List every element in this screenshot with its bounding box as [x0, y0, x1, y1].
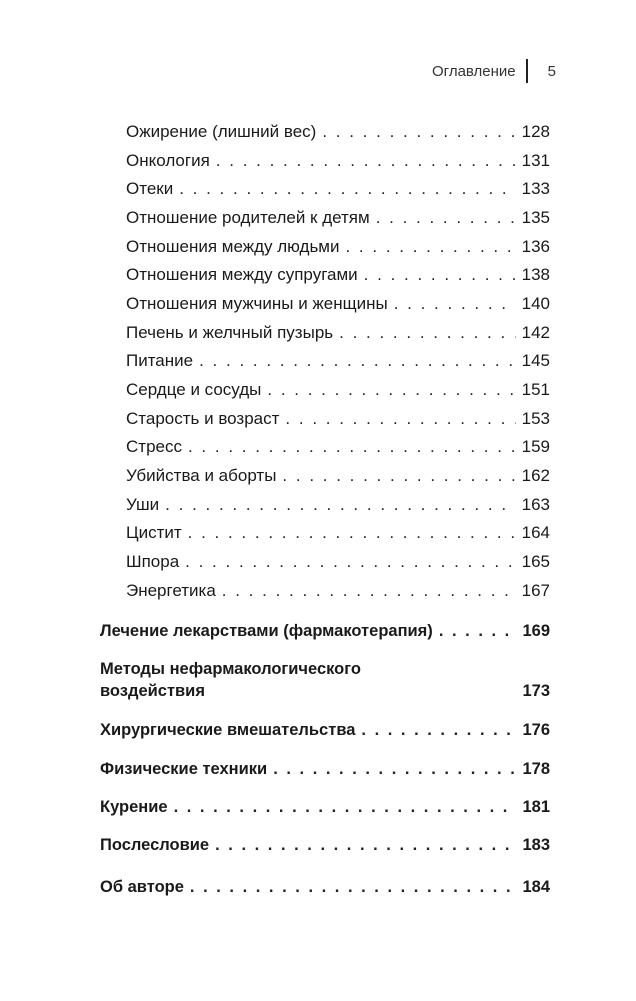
- toc-entry[interactable]: [126, 522, 550, 544]
- running-header: [432, 60, 556, 82]
- toc-leader-dots: [199, 350, 516, 372]
- toc-entry-page: 165: [521, 552, 550, 571]
- toc-entry[interactable]: [126, 379, 550, 401]
- toc-leader-dots: [267, 379, 515, 401]
- toc-leader-dots: [364, 264, 516, 286]
- toc-entry-page: 151: [521, 380, 550, 399]
- toc-chapter-label-line2: воздействия: [100, 682, 205, 700]
- toc-entry[interactable]: [126, 350, 550, 372]
- toc-entry-label: Старость и возраст: [126, 409, 280, 428]
- toc-entry[interactable]: [126, 551, 550, 573]
- toc-chapter-page: 169: [522, 622, 550, 640]
- toc-leader-dots: [185, 551, 515, 573]
- toc-entry-label: Онкология: [126, 151, 210, 170]
- toc-chapter-page: 178: [522, 760, 550, 778]
- toc-chapter-label: Курение: [100, 798, 168, 816]
- toc-leader-dots: [179, 178, 515, 200]
- toc-chapter-page: 173: [522, 682, 550, 700]
- toc-entry-label: Ожирение (лишний вес): [126, 122, 317, 141]
- toc-entry-label: Отношения между людьми: [126, 237, 340, 256]
- header-divider: [526, 59, 528, 83]
- toc-entry-page: 163: [521, 495, 550, 514]
- toc-entry-label: Питание: [126, 351, 194, 370]
- toc-entry-page: 164: [521, 523, 550, 542]
- toc-chapter-entry[interactable]: [100, 758, 550, 780]
- toc-leader-dots: [174, 796, 517, 818]
- toc-leader-dots: [285, 408, 515, 430]
- toc-entry-label: Уши: [126, 495, 160, 514]
- toc-entry-label: Сердце и сосуды: [126, 380, 262, 399]
- toc-chapter-entry[interactable]: [100, 876, 550, 898]
- toc-entry-label: Шпора: [126, 552, 180, 571]
- toc-entry-page: 138: [521, 265, 550, 284]
- toc-entry-page: 133: [521, 179, 550, 198]
- toc-leader-dots: [216, 150, 516, 172]
- toc-leader-dots: [190, 876, 517, 898]
- toc-entry-page: 140: [521, 294, 550, 313]
- toc-entry[interactable]: [126, 121, 550, 143]
- toc-entry-label: Отношение родителей к детям: [126, 208, 370, 227]
- toc-chapter-page: 183: [522, 836, 550, 854]
- toc-entry-page: 159: [521, 437, 550, 456]
- toc-entry[interactable]: [126, 178, 550, 200]
- toc-entry-label: Отношения между супругами: [126, 265, 358, 284]
- toc-entry[interactable]: [126, 264, 550, 286]
- toc-entry-label: Печень и желчный пузырь: [126, 323, 334, 342]
- toc-entry-label: Энергетика: [126, 581, 216, 600]
- toc-leader-dots: [273, 758, 516, 780]
- toc-entry[interactable]: [126, 465, 550, 487]
- toc-leader-dots: [394, 293, 516, 315]
- toc-entry[interactable]: [126, 408, 550, 430]
- toc-entry[interactable]: [126, 207, 550, 229]
- toc-entry-page: 145: [521, 351, 550, 370]
- page-number: 5: [547, 62, 556, 80]
- toc-entry[interactable]: [126, 236, 550, 258]
- toc-entry[interactable]: [126, 293, 550, 315]
- toc-entry-page: 162: [521, 466, 550, 485]
- toc-chapter-entry[interactable]: [100, 719, 550, 741]
- toc-leader-dots: [222, 580, 516, 602]
- toc-entry-label: Отеки: [126, 179, 174, 198]
- toc-leader-dots: [345, 236, 515, 258]
- toc-leader-dots: [339, 322, 515, 344]
- toc-leader-dots: [322, 121, 515, 143]
- toc-entry-page: 128: [521, 122, 550, 141]
- toc-chapter-label: Об авторе: [100, 878, 184, 896]
- toc-chapter-label: Физические техники: [100, 760, 268, 778]
- toc-chapter-label: Лечение лекарствами (фармакотерапия): [100, 622, 433, 640]
- toc-leader-dots: [188, 522, 516, 544]
- toc-entry-label: Убийства и аборты: [126, 466, 277, 485]
- toc-entry-label: Стресс: [126, 437, 182, 456]
- toc-chapter-label: Послесловие: [100, 836, 210, 854]
- toc-entry-page: 167: [521, 581, 550, 600]
- toc-leader-dots: [188, 436, 516, 458]
- toc-entry-page: 131: [521, 151, 550, 170]
- toc-chapter-page: 176: [522, 721, 550, 739]
- toc-leader-dots: [215, 834, 516, 856]
- toc-entry[interactable]: [126, 150, 550, 172]
- toc-entry-page: 142: [521, 323, 550, 342]
- toc-entry-label: Отношения мужчины и женщины: [126, 294, 388, 313]
- toc-chapter-entry[interactable]: [100, 620, 550, 642]
- toc-leader-dots: [165, 494, 515, 516]
- toc-chapter-entry[interactable]: [100, 796, 550, 818]
- toc-leader-dots: [439, 620, 517, 642]
- toc-entry-page: 153: [521, 409, 550, 428]
- toc-entry[interactable]: [126, 436, 550, 458]
- toc-leader-dots: [282, 465, 515, 487]
- toc-chapter-entry[interactable]: [100, 834, 550, 856]
- toc-entry[interactable]: [126, 580, 550, 602]
- toc-entry[interactable]: [126, 494, 550, 516]
- section-title: Оглавление: [432, 62, 516, 80]
- toc-entry-page: 136: [521, 237, 550, 256]
- toc-entry-page: 135: [521, 208, 550, 227]
- toc-leader-dots: [376, 207, 516, 229]
- toc-entry[interactable]: [126, 322, 550, 344]
- toc-chapter-entry[interactable]: [100, 658, 550, 702]
- toc-chapter-page: 184: [522, 878, 550, 896]
- toc-chapter-label: Хирургические вмешательства: [100, 721, 356, 739]
- toc-chapter-page: 181: [522, 798, 550, 816]
- toc-entry-label: Цистит: [126, 523, 182, 542]
- toc-leader-dots: [361, 719, 516, 741]
- toc-chapter-label-line1: Методы нефармакологического: [100, 660, 361, 678]
